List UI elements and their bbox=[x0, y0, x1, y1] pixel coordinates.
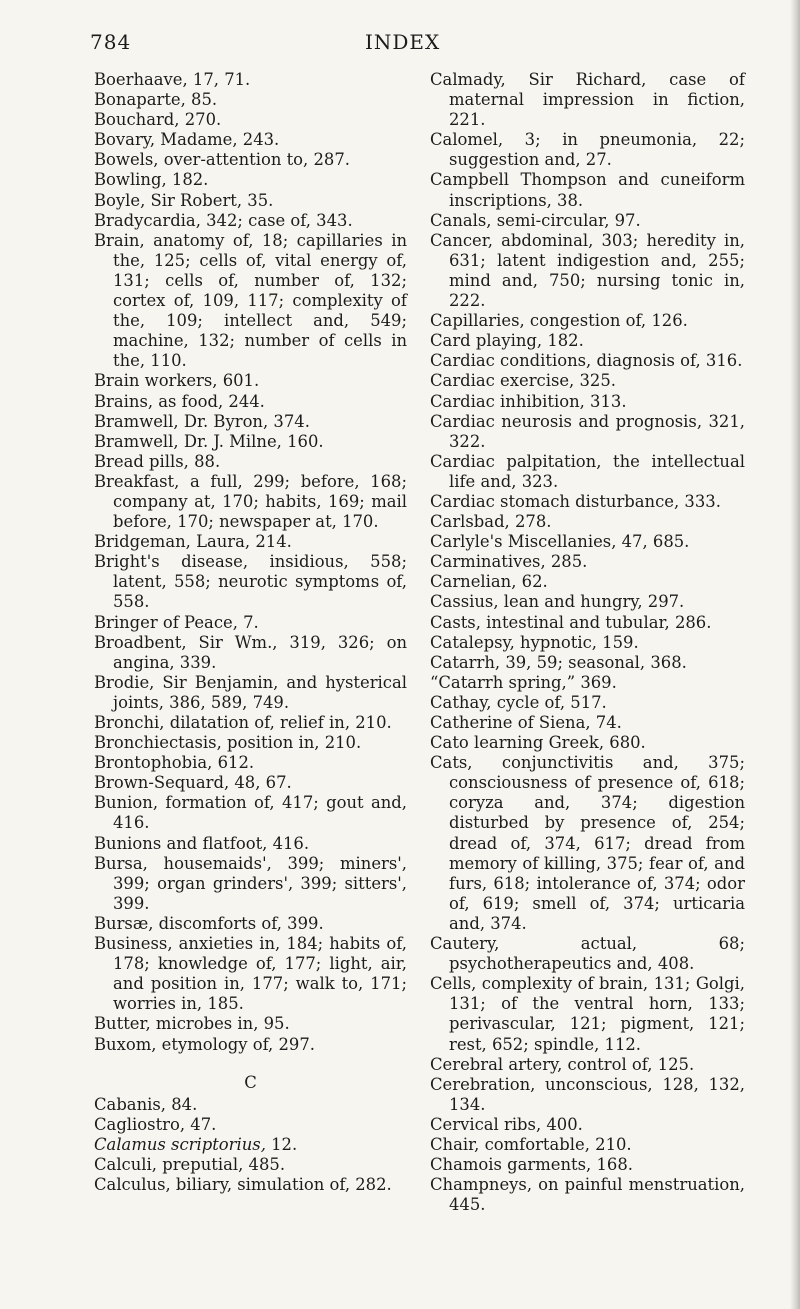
index-entry: Brontophobia, 612. bbox=[94, 753, 255, 773]
index-entry: Boyle, Sir Robert, 35. bbox=[94, 190, 274, 210]
index-entry: Carminatives, 285. bbox=[430, 552, 588, 572]
index-entry: Buxom, etymology of, 297. bbox=[94, 1034, 315, 1054]
index-entry: Cardiac neurosis and prognosis, 321, 322. bbox=[430, 411, 745, 451]
index-entry: Cardiac inhibition, 313. bbox=[430, 391, 627, 411]
index-entry: Cautery, actual, 68; psychotherapeutics and, 408. bbox=[430, 934, 745, 974]
index-entry-italic bbox=[94, 1135, 407, 1155]
index-entry: Cardiac conditions, diagnosis of, 316. bbox=[430, 351, 743, 371]
index-entry: Cervical ribs, 400. bbox=[430, 1114, 583, 1134]
index-entry: Bunions and flatfoot, 416. bbox=[94, 833, 310, 853]
index-entry: Butter, microbes in, 95. bbox=[94, 1014, 290, 1034]
index-entry: Canals, semi-circular, 97. bbox=[430, 210, 641, 230]
index-entry: Chair, comfortable, 210. bbox=[430, 1134, 632, 1154]
index-entry: Capillaries, congestion of, 126. bbox=[430, 311, 688, 331]
index-entry: Bramwell, Dr. J. Milne, 160. bbox=[94, 431, 324, 451]
index-entry: Champneys, on painful menstruation, 445. bbox=[430, 1175, 745, 1215]
index-entry: Bonaparte, 85. bbox=[94, 90, 218, 110]
index-entry: Bridgeman, Laura, 214. bbox=[94, 532, 292, 552]
index-entry: Breakfast, a full, 299; before, 168; company at, 170; habits, 169; mail before, 170; newspaper at, 170. bbox=[94, 471, 407, 532]
index-entry: Calomel, 3; in pneumonia, 22; suggestion and, 27. bbox=[430, 130, 745, 170]
index-entry: Brown-Sequard, 48, 67. bbox=[94, 773, 292, 793]
index-entry: Brodie, Sir Benjamin, and hysterical joints, 386, 589, 749. bbox=[94, 672, 407, 712]
index-group-c bbox=[94, 1095, 407, 1195]
index-group-b bbox=[94, 70, 407, 1055]
right-column bbox=[430, 70, 745, 1215]
left-column bbox=[94, 70, 407, 1195]
index-entry: Brains, as food, 244. bbox=[94, 391, 265, 411]
index-entry: Catherine of Siena, 74. bbox=[430, 713, 622, 732]
index-entry: Cardiac stomach disturbance, 333. bbox=[430, 491, 721, 511]
index-entry: Card playing, 182. bbox=[430, 331, 584, 351]
index-entry: Casts, intestinal and tubular, 286. bbox=[430, 612, 712, 632]
index-entry: Bowels, over-attention to, 287. bbox=[94, 150, 350, 170]
index-entry: Business, anxieties in, 184; habits of, 178; knowledge of, 177; light, air, and position in, 177; walk to, 171; worries in, 185. bbox=[94, 934, 407, 1014]
index-entry: Carlsbad, 278. bbox=[430, 512, 552, 532]
index-entry: Bunion, formation of, 417; gout and, 416. bbox=[94, 793, 407, 833]
index-entry: Chamois garments, 168. bbox=[430, 1155, 633, 1175]
index-entry: Bringer of Peace, 7. bbox=[94, 612, 259, 632]
page-header bbox=[90, 30, 720, 60]
index-entry: Bursa, housemaids', 399; miners', 399; organ grinders', 399; sitters', 399. bbox=[94, 853, 407, 913]
index-entry: Catarrh, 39, 59; seasonal, 368. bbox=[430, 652, 687, 672]
index-entry: Cardiac exercise, 325. bbox=[430, 371, 616, 391]
index-entry: Cerebral artery, control of, 125. bbox=[430, 1054, 695, 1074]
page-number: 784 bbox=[90, 30, 132, 54]
index-entry: Bowling, 182. bbox=[94, 170, 209, 190]
index-entry: Campbell Thompson and cuneiform inscriptions, 38. bbox=[430, 170, 745, 210]
index-entry: Cathay, cycle of, 517. bbox=[430, 692, 607, 712]
index-entry: Brain workers, 601. bbox=[94, 371, 260, 391]
index-entry: Cancer, abdominal, 303; heredity in, 631; latent indigestion and, 255; mind and, 750; nursing tonic in, 222. bbox=[430, 230, 745, 311]
index-entry: Bronchiectasis, position in, 210. bbox=[94, 733, 362, 753]
index-entry: Cassius, lean and hungry, 297. bbox=[430, 592, 685, 612]
index-entry: Cato learning Greek, 680. bbox=[430, 733, 646, 753]
index-entry: Carlyle's Miscellanies, 47, 685. bbox=[430, 532, 690, 552]
page-edge-shadow bbox=[790, 0, 800, 1309]
index-entry: Cerebration, unconscious, 128, 132, 134. bbox=[430, 1074, 745, 1114]
index-entry: Cagliostro, 47. bbox=[94, 1114, 217, 1134]
index-entry: Catalepsy, hypnotic, 159. bbox=[430, 632, 639, 652]
index-entry: Bovary, Madame, 243. bbox=[94, 130, 280, 150]
index-entry: Boerhaave, 17, 71. bbox=[94, 70, 251, 89]
index-entry: Cardiac palpitation, the intellectual life and, 323. bbox=[430, 451, 745, 491]
index-entry: Cats, conjunctivitis and, 375; consciousness of presence of, 618; coryza and, 374; digestion disturbed by presence of, 254; dread of, 374, 617; dread from memory of killing, 375; fear of, and furs, 618; intolerance of, 374; odor of, 619; smell of, 374; urticaria and, 374. bbox=[430, 753, 745, 933]
index-entry: Brain, anatomy of, 18; capillaries in the, 125; cells of, vital energy of, 131; cells of, number of, 132; cortex of, 109, 117; complexity of the, 109; intellect and, 549; machine, 132; number of cells in the, 110. bbox=[94, 230, 407, 371]
italic-entry-title: Calamus scriptorius, bbox=[94, 1134, 266, 1154]
index-entry: Bouchard, 270. bbox=[94, 110, 222, 130]
index-entry: Cabanis, 84. bbox=[94, 1094, 198, 1114]
index-entry: “Catarrh spring,” 369. bbox=[430, 672, 617, 692]
index-entry: Calculi, preputial, 485. bbox=[94, 1154, 286, 1174]
index-entry: Bursæ, discomforts of, 399. bbox=[94, 913, 324, 933]
italic-entry-pages: 12. bbox=[265, 1134, 298, 1154]
index-entry: Bradycardia, 342; case of, 343. bbox=[94, 210, 353, 230]
index-entry: Carnelian, 62. bbox=[430, 572, 548, 592]
index-entry: Calmady, Sir Richard, case of maternal impression in fiction, 221. bbox=[430, 70, 745, 130]
index-entry: Cells, complexity of brain, 131; Golgi, 131; of the ventral horn, 133; perivascular, 121; pigment, 121; rest, 652; spindle, 112. bbox=[430, 974, 745, 1054]
index-entry: Bright's disease, insidious, 558; latent, 558; neurotic symptoms of, 558. bbox=[94, 552, 407, 612]
index-entry: Calculus, biliary, simulation of, 282. bbox=[94, 1175, 392, 1195]
index-entry: Bread pills, 88. bbox=[94, 451, 221, 471]
index-entry: Bronchi, dilatation of, relief in, 210. bbox=[94, 713, 392, 732]
running-head: INDEX bbox=[365, 30, 441, 54]
section-letter-c: C bbox=[244, 1072, 257, 1092]
index-entry: Bramwell, Dr. Byron, 374. bbox=[94, 411, 310, 431]
index-entry: Broadbent, Sir Wm., 319, 326; on angina, 339. bbox=[94, 632, 407, 672]
